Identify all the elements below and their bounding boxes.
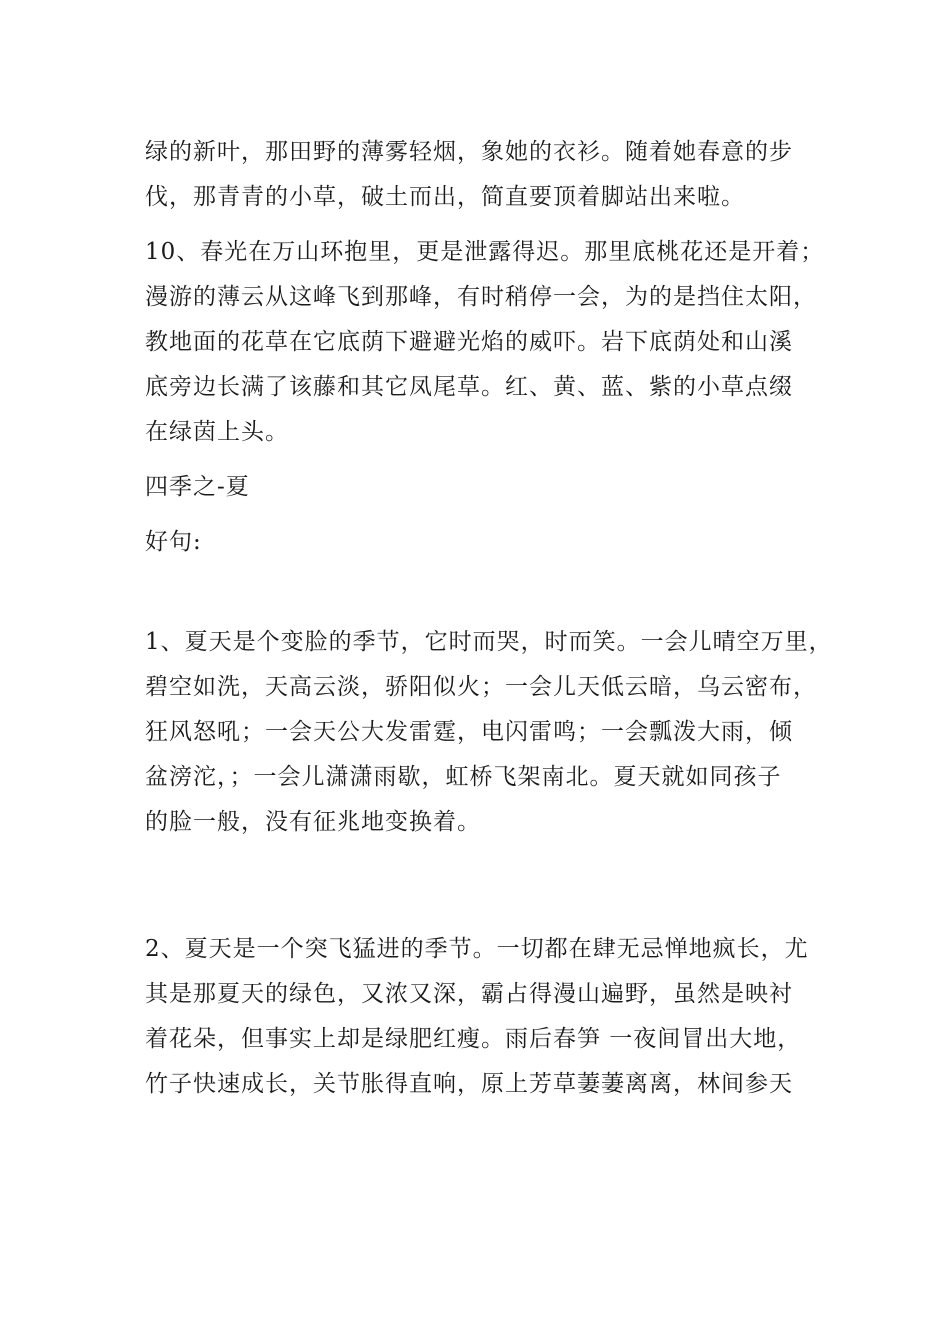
text-line: 1、夏天是个变脸的季节，它时而哭，时而笑。一会儿晴空万里， [145,629,833,655]
text-line: 伐，那青青的小草，破土而出，简直要顶着脚站出来啦。 [145,184,745,210]
text-line: 的脸一般，没有征兆地变换着。 [145,809,481,835]
text-line: 竹子快速成长，关节胀得直响，原上芳草萋萋离离，林间参天 [145,1071,793,1097]
text-line: 在绿茵上头。 [145,419,289,445]
paragraph-spacer [145,455,835,465]
text-line: 2、夏天是一个突飞猛进的季节。一切都在肆无忌惮地疯长，尤 [145,936,809,962]
paragraph-2 [145,927,835,1107]
document-body [145,130,835,1107]
text-line: 教地面的花草在它底荫下避避光焰的威吓。岩下底荫处和山溪 [145,329,793,355]
paragraph-spacer [145,220,835,230]
subheading-good-sentences [145,520,835,565]
text-line: 其是那夏天的绿色，又浓又深，霸占得漫山遍野，虽然是映衬 [145,981,793,1007]
paragraph-spacer [145,845,835,900]
heading-text: 好句: [145,529,202,555]
text-line: 漫游的薄云从这峰飞到那峰，有时稍停一会，为的是挡住太阳， [145,284,817,310]
text-line: 碧空如洗，天高云淡，骄阳似火；一会儿天低云暗，乌云密布， [145,674,817,700]
text-line: 底旁边长满了该藤和其它凤尾草。红、黄、蓝、紫的小草点缀 [145,374,793,400]
paragraph-1 [145,620,835,845]
section-heading-summer [145,465,835,510]
text-line: 10、春光在万山环抱里，更是泄露得迟。那里底桃花还是开着； [145,239,825,265]
paragraph-spacer [145,900,835,927]
paragraph-spacer [145,565,835,620]
paragraph-10 [145,230,835,455]
text-line: 着花朵，但事实上却是绿肥红瘦。雨后春笋 一夜间冒出大地， [145,1026,802,1052]
paragraph-continued [145,130,835,220]
heading-text: 四季之-夏 [145,474,250,500]
text-line: 绿的新叶，那田野的薄雾轻烟，象她的衣衫。随着她春意的步 [145,139,793,165]
text-line: 狂风怒吼；一会天公大发雷霆，电闪雷鸣；一会瓢泼大雨，倾 [145,719,793,745]
paragraph-spacer [145,510,835,520]
text-line: 盆滂沱，；一会儿潇潇雨歇，虹桥飞架南北。夏天就如同孩子 [145,764,782,790]
